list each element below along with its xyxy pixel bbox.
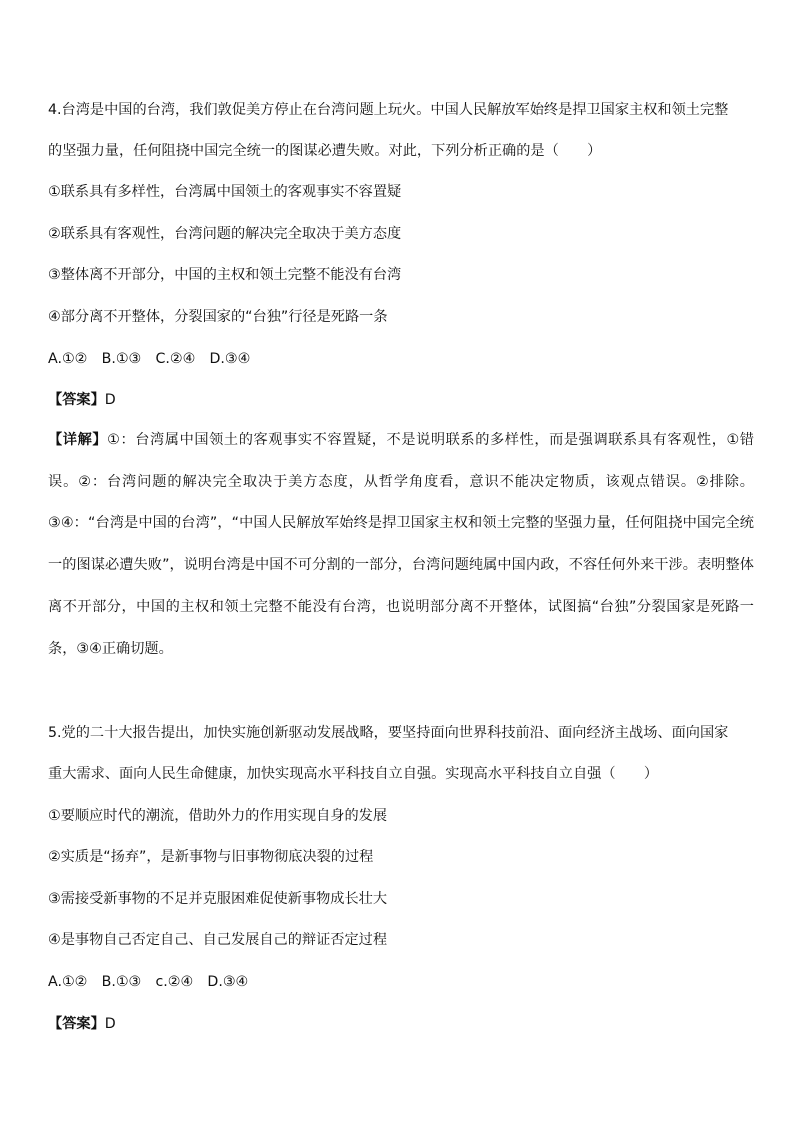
q5-stem-line-1: 5.党的二十大报告提出，加快实施创新驱动发展战略，要坚持面向世界科技前沿、面向经济主战场、面向国家 [48, 725, 729, 741]
q4-option-3: ③整体离不开部分，中国的主权和领土完整不能没有台湾 [48, 267, 402, 283]
q4-answer-tag: 【答案】 [48, 392, 105, 408]
q5-choices: A.①② B.①③ c.②④ D.③④ [48, 974, 249, 990]
q4-detail-text: ①：台湾属中国领土的客观事实不容置疑，不是说明联系的多样性，而是强调联系具有客观性，①错误。②：台湾问题的解决完全取决于美方态度，从哲学角度看，意识不能决定物质，该观点错误。②排除。③④：“台湾是中国的台湾”，“中国人民解放军始终是捍卫国家主权和领土完整的坚强力量，任何阻挠中国完全统一的图谋必遭失败”，说明台湾是中国不可分割的一部分，台湾问题纯属中国内政，不容任何外来干涉。表明整体离不开部分，中国的主权和领土完整不能没有台湾，也说明部分离不开整体，试图搞“台独”分裂国家是死路一条，③④正确切题。 [48, 432, 754, 657]
q4-choices: A.①② B.①③ C.②④ D.③④ [48, 351, 251, 367]
q4-detail [48, 420, 754, 670]
q5-option-2: ②实质是“扬弃”，是新事物与旧事物彻底决裂的过程 [48, 849, 374, 865]
q5-answer-tag: 【答案】 [48, 1016, 105, 1032]
q4-option-4: ④部分离不开整体，分裂国家的“台独”行径是死路一条 [48, 309, 388, 325]
q4-option-2: ②联系具有客观性，台湾问题的解决完全取决于美方态度 [48, 226, 402, 242]
q5-answer [48, 1014, 753, 1034]
q4-option-1: ①联系具有多样性，台湾属中国领土的客观事实不容置疑 [48, 184, 402, 200]
q5-option-3: ③需接受新事物的不足并克服困难促使新事物成长壮大 [48, 891, 388, 907]
q5-answer-value: D [104, 1016, 116, 1032]
q4-stem-line-2: 的坚强力量，任何阻挠中国完全统一的图谋必遭失败。对此，下列分析正确的是（ ） [48, 143, 602, 159]
q4-answer-value: D [104, 392, 116, 408]
q4-answer [48, 390, 753, 410]
q5-option-1: ①要顺应时代的潮流，借助外力的作用实现自身的发展 [48, 808, 388, 824]
q4-detail-tag: 【详解】 [48, 432, 108, 448]
q5-option-4: ④是事物自己否定自己、自己发展自己的辩证否定过程 [48, 932, 388, 948]
q5-stem-line-2: 重大需求、面向人民生命健康，加快实现高水平科技自立自强。实现高水平科技自立自强（ ） [48, 766, 659, 782]
q4-stem-line-1: 4.台湾是中国的台湾，我们敦促美方停止在台湾问题上玩火。中国人民解放军始终是捍卫国家主权和领土完整 [48, 102, 729, 118]
